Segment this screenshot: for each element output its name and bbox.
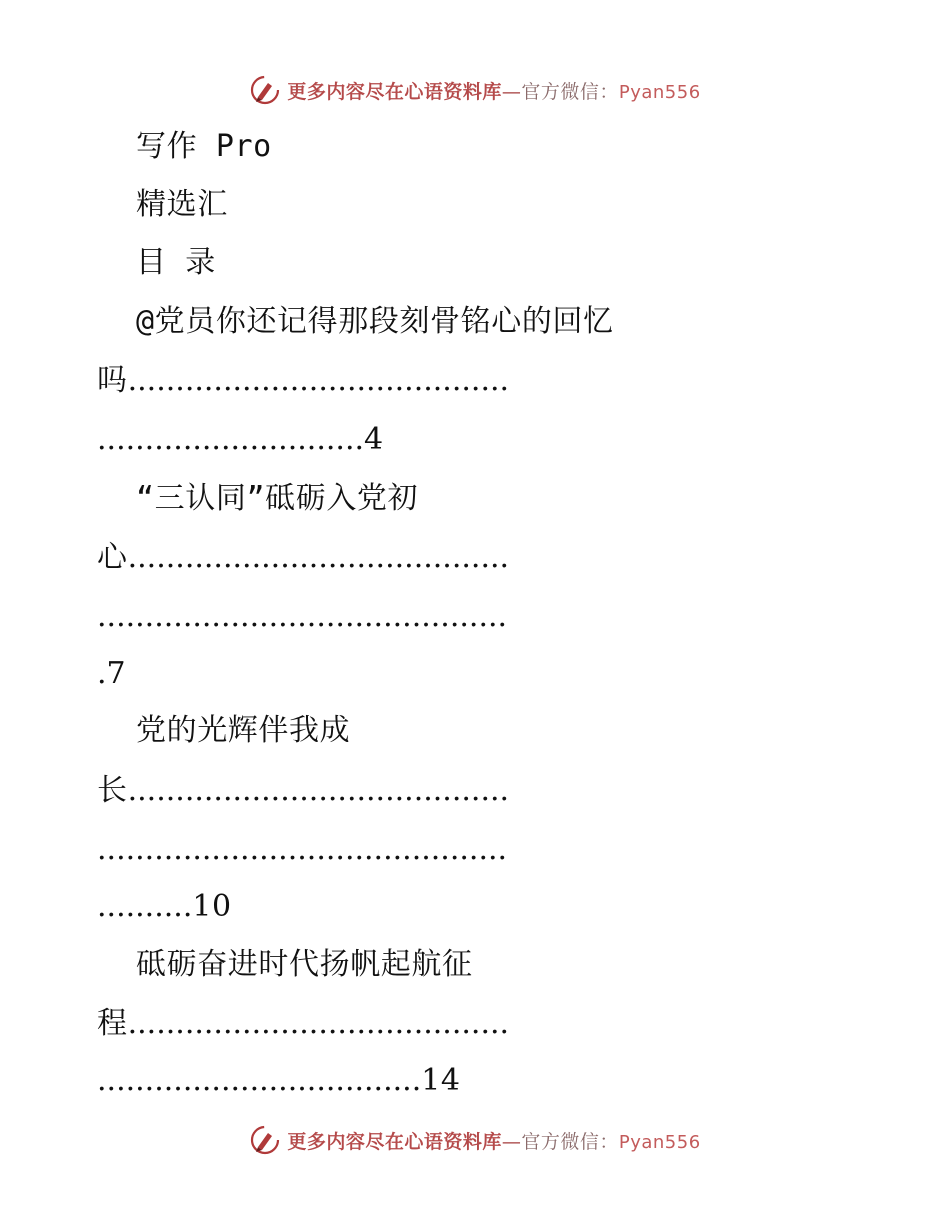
title-line-2: 精选汇 [136,187,228,222]
toc-entry-4-line3 [97,1061,461,1101]
title-line-1: 写作 Pro [136,129,272,164]
pen-logo-icon [249,74,281,106]
toc-entry-3-title: 党的光辉伴我成 [136,713,351,748]
wechat-id: Pyan556 [618,81,701,103]
footer-banner [0,1120,950,1160]
toc-heading: 目 录 [136,245,216,280]
toc-leader-dots: ........................................... [97,599,508,634]
toc-leader-dots: ............................ [97,422,365,457]
toc-entry-2-line4 [97,654,126,694]
toc-entry-3-line2: 长........................................ [97,773,510,808]
toc-leader-dots: .......... [97,889,193,924]
toc-leader-dots: . [97,656,107,691]
toc-leader-dots: ........................................ [127,773,510,808]
toc-entry-4-title: 砥砺奋进时代扬帆起航征 [136,947,473,982]
toc-entry-2-line3 [97,597,507,637]
toc-entry-2-title: “三认同”砥砺入党初 [136,481,419,516]
toc-entry-1-line2: 吗........................................ [97,363,510,398]
toc-entry-4-line2: 程........................................ [97,1006,510,1041]
toc-entry-2-line2: 心........................................ [97,540,510,575]
wechat-id: Pyan556 [618,1131,701,1153]
pen-logo-icon [249,1124,281,1156]
header-banner-text: 更多内容尽在心语资料库—官方微信：Pyan556 [287,80,701,103]
footer-banner-text: 更多内容尽在心语资料库—官方微信：Pyan556 [287,1130,701,1153]
toc-leader-dots: ........................................... [97,832,508,867]
toc-entry-3-line3 [97,830,507,870]
toc-leader-dots: .................................. [97,1063,422,1098]
toc-page-number: 4 [364,422,384,457]
toc-page-number: 7 [106,656,127,691]
toc-entry-1-title: @党员你还记得那段刻骨铭心的回忆 [136,304,614,339]
toc-entry-3-line4 [97,887,232,927]
toc-leader-dots: ........................................ [127,540,510,575]
toc-leader-dots: ........................................ [127,363,510,398]
toc-leader-dots: ........................................ [127,1006,510,1041]
toc-entry-1-line3 [97,420,384,460]
header-banner [0,70,950,110]
toc-page-number: 10 [192,889,232,924]
toc-page-number: 14 [421,1063,461,1098]
